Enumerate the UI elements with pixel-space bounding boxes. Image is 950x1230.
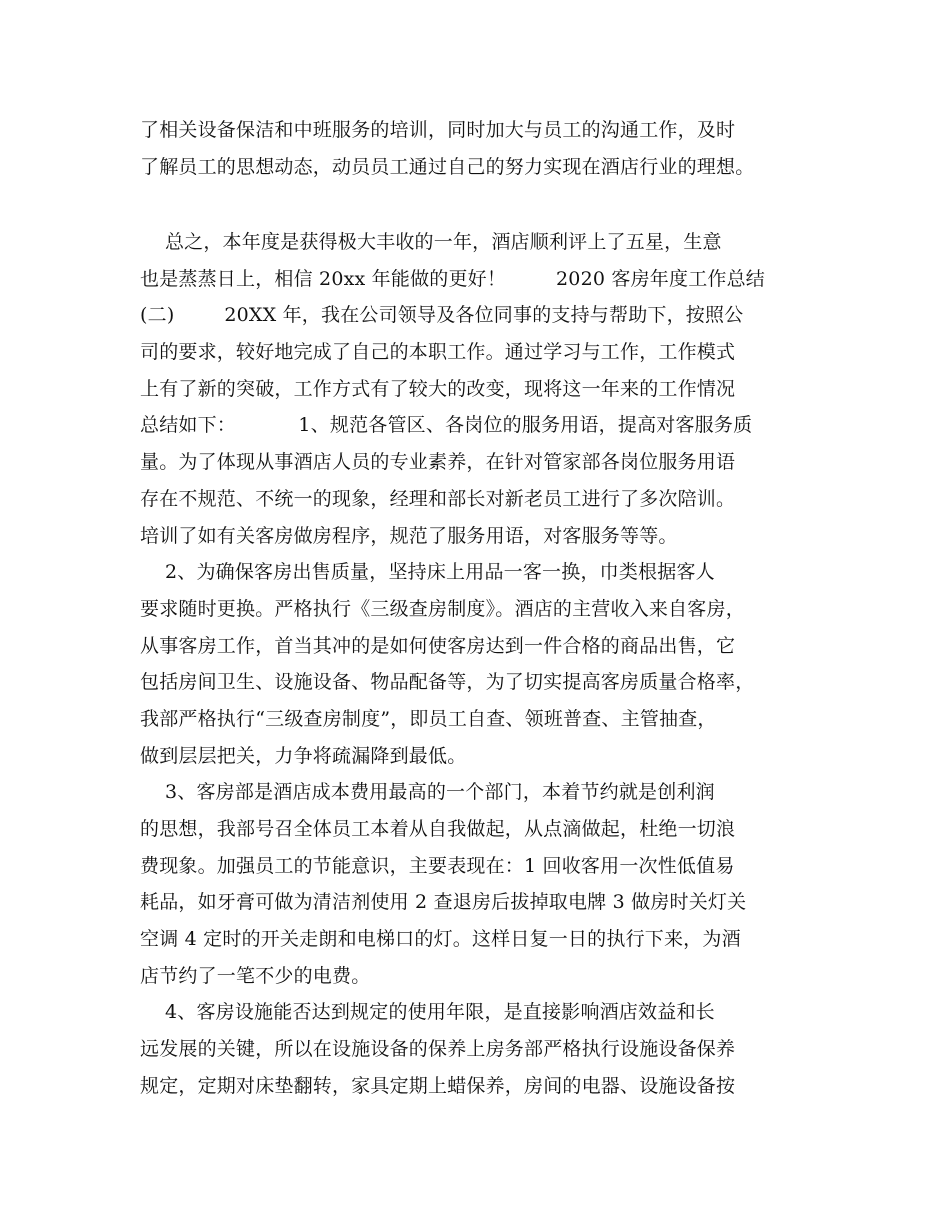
text-line: 费现象。加强员工的节能意识，主要表现在：1 回收客用一次性低值易	[140, 854, 735, 877]
text-line: 包括房间卫生、设施设备、物品配备等，为了切实提高客房质量合格率，	[140, 671, 755, 694]
text-line: 远发展的关键，所以在设施设备的保养上房务部严格执行设施设备保养	[140, 1038, 736, 1061]
text-line: 要求随时更换。严格执行《三级查房制度》。酒店的主营收入来自客房，	[140, 597, 745, 620]
text-line: 上有了新的突破，工作方式有了较大的改变，现将这一年来的工作情况	[140, 377, 736, 400]
text-line: 做到层层把关，力争将疏漏降到最低。	[140, 744, 467, 767]
text-line: 2、为确保客房出售质量，坚持床上用品一客一换，巾类根据客人	[140, 561, 715, 584]
text-line: 总之，本年度是获得极大丰收的一年，酒店顺利评上了五星，生意	[140, 231, 722, 253]
text-line: 从事客房工作，首当其冲的是如何使客房达到一件合格的商品出售，它	[140, 634, 736, 657]
text-line: 总结如下： 1、规范各管区、各岗位的服务用语，提高对客服务质	[140, 414, 753, 437]
main-body-text	[140, 224, 830, 1105]
text-line: 存在不规范、不统一的现象，经理和部长对新老员工进行了多次陪训。	[140, 487, 736, 510]
text-line: 培训了如有关客房做房程序，规范了服务用语，对客服务等等。	[140, 524, 678, 547]
text-line: 空调 4 定时的开关走朗和电梯口的灯。这样日复一日的执行下来，为酒	[140, 928, 741, 951]
text-line: 司的要求，较好地完成了自己的本职工作。通过学习与工作，工作模式	[140, 341, 736, 364]
text-line: 我部严格执行“三级查房制度”，即员工自查、领班普查、主管抽查，	[140, 707, 717, 730]
text-line: 规定，定期对床垫翻转，家具定期上蜡保养，房间的电器、设施设备按	[140, 1074, 736, 1097]
text-line: 耗品，如牙膏可做为清洁剂使用 2 查退房后拔掉取电牌 3 做房时关灯关	[140, 891, 747, 914]
text-line: 的思想，我部号召全体员工本着从自我做起，从点滴做起，杜绝一切浪	[140, 818, 736, 840]
text-line: 也是蒸蒸日上，相信 20xx 年能做的更好！ 2020 客房年度工作总结	[140, 267, 765, 290]
text-line: 4、客房设施能否达到规定的使用年限，是直接影响酒店效益和长	[140, 1001, 715, 1024]
text-line: 了解员工的思想动态，动员员工通过自己的努力实现在酒店行业的理想。	[140, 155, 755, 178]
text-line: 量。为了体现从事酒店人员的专业素养，在针对管家部各岗位服务用语	[140, 451, 736, 474]
text-line: (二) 20XX 年，我在公司领导及各位同事的支持与帮助下，按照公	[140, 304, 744, 327]
text-line: 店节约了一笔不少的电费。	[140, 964, 371, 987]
text-line: 了相关设备保洁和中班服务的培训，同时加大与员工的沟通工作，及时	[140, 119, 736, 141]
continuation-paragraph	[140, 112, 830, 185]
text-line: 3、客房部是酒店成本费用最高的一个部门，本着节约就是创利润	[140, 781, 715, 804]
